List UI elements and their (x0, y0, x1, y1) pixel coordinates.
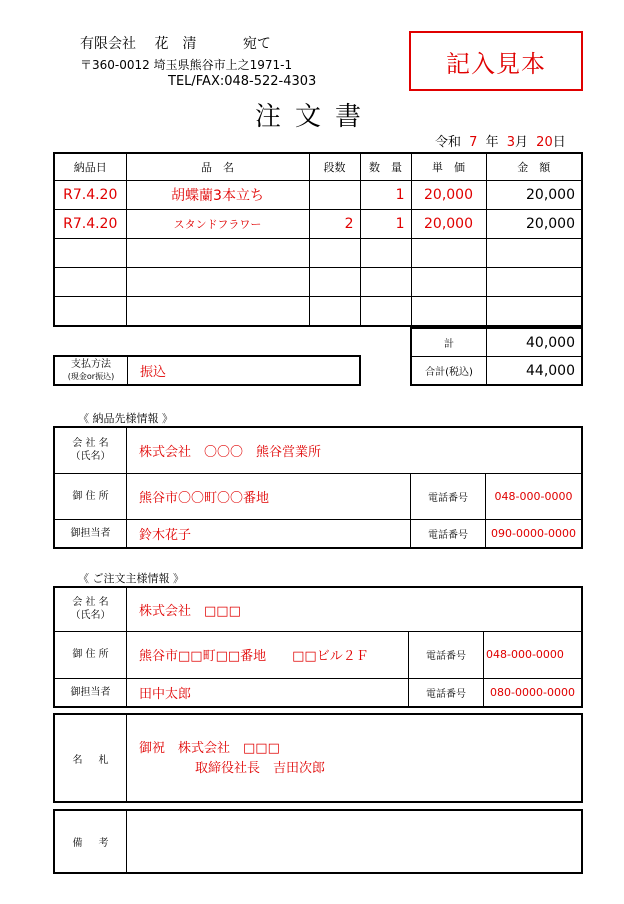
header-unit-price: 単 価 (411, 153, 486, 181)
row-delivery-date[interactable] (54, 268, 126, 297)
row-tiers[interactable] (309, 268, 360, 297)
delivery-phone2[interactable]: 090-0000-0000 (486, 519, 583, 548)
date-year[interactable]: 7 (469, 135, 478, 150)
header-item-name: 品 名 (126, 153, 309, 181)
table-row (54, 297, 582, 327)
orderer-info-table (53, 586, 583, 708)
remarks-box (53, 809, 583, 874)
recipient-honorific: 宛て (242, 36, 271, 52)
remarks-value[interactable] (127, 811, 139, 872)
row-item-name[interactable] (126, 239, 309, 268)
delivery-contact[interactable]: 鈴木花子 (127, 519, 411, 548)
order-date (435, 131, 570, 150)
total-value: 44,000 (487, 357, 583, 386)
subtotal-value: 40,000 (487, 328, 583, 357)
delivery-phone-label: 電話番号 (411, 473, 486, 519)
page-title: 注文書 (254, 102, 375, 132)
row-amount: 20,000 (486, 210, 582, 239)
orderer-address[interactable]: 熊谷市□□町□□番地 □□ビル２Ｆ (127, 631, 409, 678)
sample-stamp: 記入見本 (409, 31, 583, 91)
payment-method (53, 355, 361, 386)
table-row (54, 268, 582, 297)
delivery-phone[interactable]: 048-000-0000 (486, 473, 583, 519)
name-card-line1: 御祝 株式会社 □□□ (139, 741, 280, 756)
orderer-company-label (54, 587, 127, 631)
header-delivery-date: 納品日 (54, 153, 126, 181)
header-tiers: 段数 (309, 153, 360, 181)
payment-label-text: 支払方法 (71, 358, 111, 370)
payment-value[interactable]: 振込 (140, 365, 167, 380)
recipient-name: 花 清 (154, 36, 197, 52)
row-unit-price[interactable] (411, 239, 486, 268)
row-delivery-date[interactable]: R7.4.20 (54, 210, 126, 239)
date-month[interactable]: 3 (506, 135, 516, 150)
row-quantity[interactable]: 1 (360, 181, 411, 210)
table-row (54, 181, 582, 210)
row-tiers[interactable]: 2 (309, 210, 360, 239)
subtotal-label: 計 (411, 328, 487, 357)
date-year-unit: 年 (485, 135, 499, 150)
name-card-label: 名札 (55, 715, 127, 801)
row-delivery-date[interactable]: R7.4.20 (54, 181, 126, 210)
orderer-phone-label: 電話番号 (409, 631, 484, 678)
row-unit-price[interactable] (411, 268, 486, 297)
date-day[interactable]: 20 (536, 135, 553, 150)
header-amount: 金 額 (486, 153, 582, 181)
date-day-unit: 日 (552, 135, 566, 150)
row-item-name[interactable]: スタンドフラワー (126, 210, 309, 239)
orderer-address-label: 御 住 所 (54, 631, 127, 678)
row-unit-price[interactable] (411, 297, 486, 327)
recipient-telfax: TEL/FAX:048-522-4303 (168, 74, 317, 89)
items-header-row (54, 153, 582, 181)
recipient-company: 有限会社 (80, 36, 136, 52)
date-era: 令和 (435, 135, 462, 150)
row-unit-price[interactable]: 20,000 (411, 210, 486, 239)
row-delivery-date[interactable] (54, 239, 126, 268)
delivery-section-title: 《 納品先様情報 》 (78, 412, 173, 425)
orderer-phone[interactable]: 048-000-0000 (484, 631, 583, 678)
remarks-label: 備考 (55, 811, 127, 872)
delivery-company[interactable]: 株式会社 〇〇〇 熊谷営業所 (127, 427, 583, 473)
name-card-line2: 取締役社長 吉田次郎 (195, 761, 326, 776)
row-quantity[interactable]: 1 (360, 210, 411, 239)
delivery-address-label: 御 住 所 (54, 473, 127, 519)
delivery-company-sublabel: （氏名） (70, 451, 111, 463)
delivery-phone2-label: 電話番号 (411, 519, 486, 548)
row-quantity[interactable] (360, 297, 411, 327)
row-quantity[interactable] (360, 239, 411, 268)
date-month-unit: 月 (515, 135, 529, 150)
orderer-company-label-text: 会 社 名 (72, 597, 109, 609)
row-delivery-date[interactable] (54, 297, 126, 327)
header-quantity: 数 量 (360, 153, 411, 181)
row-item-name[interactable]: 胡蝶蘭3本立ち (126, 181, 309, 210)
orderer-section-title: 《 ご注文主様情報 》 (78, 572, 184, 585)
row-amount (486, 297, 582, 327)
recipient-line (80, 33, 271, 53)
recipient-address: 〒360-0012 埼玉県熊谷市上之1971-1 (80, 58, 293, 72)
items-table (53, 152, 583, 327)
row-quantity[interactable] (360, 268, 411, 297)
delivery-address[interactable]: 熊谷市〇〇町〇〇番地 (127, 473, 411, 519)
delivery-info-table (53, 426, 583, 549)
orderer-company-sublabel: （氏名） (70, 610, 111, 622)
orderer-contact[interactable]: 田中太郎 (127, 678, 409, 707)
table-row (54, 210, 582, 239)
row-item-name[interactable] (126, 268, 309, 297)
orderer-phone2-label: 電話番号 (409, 678, 484, 707)
row-tiers[interactable] (309, 181, 360, 210)
row-amount (486, 268, 582, 297)
name-card-value[interactable] (127, 715, 325, 801)
totals-table (410, 327, 583, 386)
orderer-company[interactable]: 株式会社 □□□ (127, 587, 583, 631)
name-card-box (53, 713, 583, 803)
delivery-company-label (54, 427, 127, 473)
delivery-company-label-text: 会 社 名 (72, 438, 109, 450)
payment-label (55, 357, 128, 384)
payment-sublabel: (現金or振込) (67, 371, 115, 381)
row-tiers[interactable] (309, 239, 360, 268)
table-row (54, 239, 582, 268)
orderer-contact-label: 御担当者 (54, 678, 127, 707)
row-tiers[interactable] (309, 297, 360, 327)
row-amount (486, 239, 582, 268)
orderer-phone2[interactable]: 080-0000-0000 (484, 678, 583, 707)
total-label: 合計(税込) (411, 357, 487, 386)
row-item-name[interactable] (126, 297, 309, 327)
row-unit-price[interactable]: 20,000 (411, 181, 486, 210)
row-amount: 20,000 (486, 181, 582, 210)
delivery-contact-label: 御担当者 (54, 519, 127, 548)
